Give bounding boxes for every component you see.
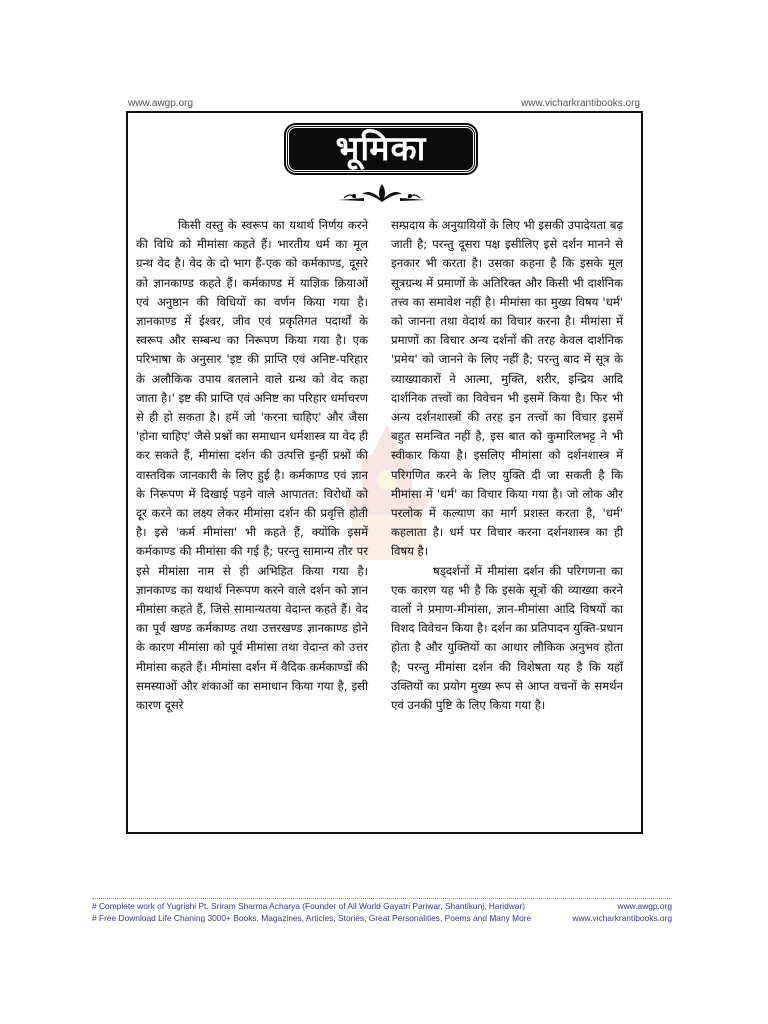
header-site-right: www.vicharkrantibooks.org xyxy=(521,98,640,109)
body-paragraph: सम्प्रदाय के अनुयायियों के लिए भी इसकी उपादेयता बढ़ जाती है; परन्तु दूसरा पक्ष इसीलिए इसे दर्शन मानने से इनकार भी करता है। उसका कहना है कि इसके मूल सूत्रग्रन्थ में प्रमाणों के अतिरिक्त और किसी भी दार्शनिक तत्त्व का समावेश नहीं है। मीमांसा का मुख्य विषय 'धर्म' को जानना तथा वेदार्थ का विचार करना है। मीमांसा में प्रमाणों का विचार अन्य दर्शनों की तरह केवल दार्शनिक 'प्रमेय' को जानने के लिए नहीं है; परन्तु बाद में सूत्र के व्याख्याकारों ने आत्मा, मुक्ति, शरीर, इन्द्रिय आदि दार्शनिक तत्त्वों का विवेचन भी इसमें किया है। फिर भी अन्य दर्शनशास्त्रों की तरह इन तत्त्वों का विचार इसमें बहुत समन्वित नहीं है, इस बात को कुमारिलभट्ट ने भी स्वीकार किया है। इसलिए मीमांसा को दर्शनशास्त्र में परिगणित करने के लिए युक्ति दी जा सकती है कि मीमांसा में 'धर्म' का विचार किया गया है। जो लोक और परलोक में कल्याण का मार्ग प्रशस्त करता है, 'धर्म' कहलाता है। धर्म पर विचार करना दर्शनशास्त्र का ही विषय है। xyxy=(391,218,623,559)
footer-link[interactable]: www.awgp.org xyxy=(617,901,672,911)
footer-line xyxy=(92,912,672,924)
body-paragraph: षड्दर्शनों में मीमांसा दर्शन की परिगणना का एक कारण यह भी है कि इसके सूत्रों की व्याख्या करने वालों ने प्रमाण-मीमांसा, ज्ञान-मीमांसा आदि विषयों का विशद विवेचन किया है। दर्शन का प्रतिपादन युक्ति-प्रधान होता है और युक्तियों का आधार लौकिक अनुभव होता है; परन्तु मीमांसा दर्शन की विशेषता यह है कि यहाँ उक्तियों का प्रयोग मुख्य रूप से आप्त वचनों के समर्थन एवं उनकी पुष्टि के लिए किया गया है। xyxy=(391,563,623,713)
footer-credit: # Complete work of Yugrishi Pt. Sriram Sharma Acharya (Founder of All World Gayatri Pariwar, Shantikunj, Haridwar) xyxy=(92,901,526,911)
body-paragraph: किसी वस्तु के स्वरूप का यथार्थ निर्णय करने की विधि को मीमांसा कहते हैं। भारतीय धर्म का मूल ग्रन्थ वेद है। वेद के दो भाग हैं-एक को कर्मकाण्ड, दूसरे को ज्ञानकाण्ड कहते हैं। कर्मकाण्ड में याज्ञिक क्रियाओं एवं अनुष्ठान की विधियों का वर्णन किया गया है। ज्ञानकाण्ड में ईश्वर, जीव एवं प्रकृतिगत पदार्थों के स्वरूप और सम्बन्ध का निरूपण किया गया है। एक परिभाषा के अनुसार 'इष्ट की प्राप्ति एवं अनिष्ट-परिहार के अलौकिक उपाय बतलाने वाले ग्रन्थ को वेद कहा जाता है।' इष्ट की प्राप्ति एवं अनिष्ट का परिहार धर्माचरण से ही हो सकता है। हमें जो 'करना चाहिए' और जैसा 'होना चाहिए' जैसे प्रश्नों का समाधान धर्मशास्त्र या वेद ही कर सकते हैं, मीमांसा दर्शन की उत्पत्ति इन्हीं प्रश्नों की वास्तविक जानकारी के लिए हुई है। कर्मकाण्ड एवं ज्ञान के निरूपण में दिखाई पड़ने वाले आपातत: विरोधों को दूर करने का लक्ष्य लेकर मीमांसा दर्शन की प्रवृत्ति होती है। इसे 'कर्म मीमांसा' भी कहते हैं, क्योंकि इसमें कर्मकाण्ड की मीमांसा की गई है; परन्तु सामान्य तौर पर इसे मीमांसा नाम से ही अभिहित किया गया है। ज्ञानकाण्ड का यथार्थ निरूपण करने वाले दर्शन को ज्ञान मीमांसा कहते हैं, जिसे सामान्यतया वेदान्त कहते हैं। वेद का पूर्व खण्ड कर्मकाण्ड तथा उत्तरखण्ड ज्ञानकाण्ड होने के कारण मीमांसा को पूर्व मीमांसा तथा वेदान्त को उत्तर मीमांसा कहते हैं। मीमांसा दर्शन में वैदिक कर्मकाण्डों की समस्याओं और शंकाओं का समाधान किया गया है, इसी कारण दूसरे xyxy=(136,218,368,713)
title-banner xyxy=(286,125,476,173)
footer-credit: # Free Download Life Chaning 3000+ Books, Magazines, Articles, Stories, Great Personalities, Poems and Many More xyxy=(92,913,532,923)
footer xyxy=(92,898,672,924)
footer-line xyxy=(92,900,672,912)
footer-link[interactable]: www.vicharkrantibooks.org xyxy=(572,913,672,923)
header-site-left: www.awgp.org xyxy=(128,98,194,109)
text-column-right xyxy=(391,216,623,715)
floral-divider-icon xyxy=(334,182,430,204)
text-column-left xyxy=(136,216,368,715)
page-title: भूमिका xyxy=(335,129,427,169)
